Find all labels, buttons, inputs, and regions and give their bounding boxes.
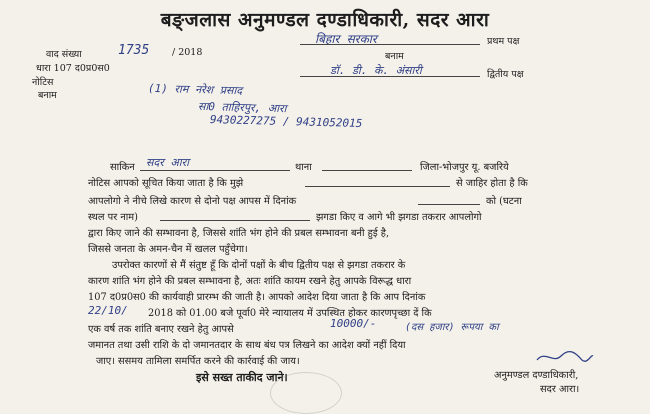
addressee-phone: 9430227275 / 9431052015 (209, 113, 363, 130)
body-line-11a: एक वर्ष तक शांति बनाए रखने हेतु आपसे (88, 324, 234, 335)
versus-label-top: बनाम (385, 51, 404, 62)
body-line-4b: झगडा किए व आगे भी झगडा तकरार आपलोगो (316, 212, 482, 223)
hearing-date-handwritten: 22/10/ (88, 304, 128, 317)
body-line-9: 107 द0प्र0स0 की कार्यवाही प्रारम्भ की जाती है। आपको आदेश दिया जाता है कि आप दिनांक (88, 292, 426, 303)
body-line-1a: साकिन (110, 162, 135, 173)
first-party-value: बिहार सरकार (315, 32, 377, 46)
body-line-8: कारण शांति भंग होने की प्रबल सम्भावना है, अतः शांति कायम रखने हेतु आपके विरूद्ध धारा (88, 276, 412, 287)
info-underline (305, 186, 450, 187)
case-number-label: वाद संख्या (46, 49, 82, 60)
addressee-name: (1) राम नरेश प्रसाद (147, 81, 243, 98)
body-line-12: जमानत तथा उसी राशि के दो जमानतदार के साथ बंध पत्र लिखने का आदेश क्यों नहीं दिया (88, 340, 406, 351)
first-party-underline (300, 44, 480, 45)
versus-label-left: बनाम (38, 90, 57, 101)
body-village-handwritten: सदर आरा (146, 156, 189, 169)
section-label: धारा 107 द0प्र0स0 (36, 63, 110, 74)
office-seal (270, 372, 342, 414)
body-line-5: द्वारा किए जाने की सम्भावना है, जिससे शांति भंग होने की प्रबल सम्भावना बनी हुई है, (88, 228, 390, 239)
second-party-underline (300, 76, 480, 77)
body-line-3b: को (घटना (486, 196, 522, 207)
case-number: 1735 (118, 43, 150, 58)
body-line-4a: स्थल पर नाम) (88, 212, 138, 223)
document-title: बङ्जलास अनुमण्डल दण्डाधिकारी, सदर आरा (160, 9, 490, 31)
village-underline (140, 170, 290, 171)
signatory-office: सदर आरा। (540, 384, 580, 395)
body-line-7: उपरोक्त कारणों से मैं संतुष्ट हूँ कि दोनों पक्षों के बीच द्वितीय पक्ष से झगडा तकरार के (112, 260, 406, 271)
place-underline (160, 220, 310, 221)
date-underline (418, 204, 480, 205)
body-line-3a: आपलोगो ने नीचे लिखे कारण से दोनो पक्ष आपस में दिनांक (88, 196, 297, 207)
second-party-value: डॉ. डी. के. अंसारी (330, 64, 422, 77)
second-party-label: द्वितीय पक्ष (487, 69, 524, 80)
notice-label: नोटिस (32, 77, 54, 88)
case-year: / 2018 (172, 47, 203, 58)
body-line-13: जाए। ससमय तामिला समर्पित करने की कार्रवाई की जाय। (96, 356, 300, 367)
addressee-address: सा0 ताहिरपुर, आरा (197, 99, 287, 116)
warning-line: इसे सख्त ताकीद जाने। (196, 371, 288, 384)
body-line-1d: जिला-भोजपुर यू. बजरिये (420, 162, 509, 173)
signature-mark (535, 350, 595, 364)
body-line-10: 2018 को 01.00 बजे पूर्वा0 मेरे न्यायालय में उपस्थित होकर कारणपृच्छा दें कि (148, 308, 432, 319)
body-line-1c: थाना (295, 162, 312, 173)
bond-amount-words: (दस हजार) रूपया का (405, 322, 499, 333)
first-party-label: प्रथम पक्ष (487, 36, 520, 47)
body-line-2b: से जाहिर होता है कि (456, 178, 528, 189)
body-line-2a: नोटिस आपको सूचित किया जाता है कि मुझे (88, 178, 244, 189)
thana-underline (322, 170, 412, 171)
bond-amount-handwritten: 10000/- (330, 317, 377, 330)
signatory-title: अनुमण्डल दण्डाधिकारी, (494, 370, 579, 381)
body-line-6: जिससे जनता के अमन-चैन में खलल पहुँचेगा। (88, 244, 248, 255)
